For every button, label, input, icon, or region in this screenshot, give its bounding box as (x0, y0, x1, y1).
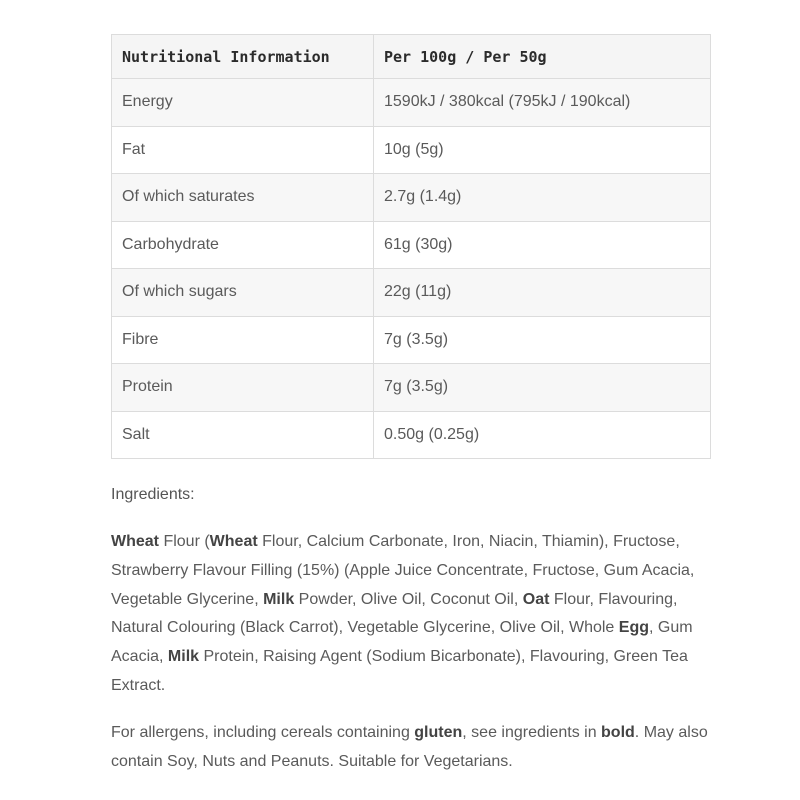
nutrient-value: 7g (3.5g) (374, 364, 711, 412)
ingredient-text: Flour ( (159, 533, 210, 550)
ingredient-allergen: Milk (263, 590, 295, 608)
column-header-nutrient: Nutritional Information (112, 35, 374, 79)
nutrient-value: 1590kJ / 380kcal (795kJ / 190kcal) (374, 79, 711, 127)
allergen-keyword: gluten (414, 723, 463, 741)
table-header-row (112, 35, 711, 79)
product-info (111, 34, 711, 776)
allergen-text: . May also contain Soy, Nuts and Peanuts. Suitable for Vegetarians. (111, 723, 708, 770)
nutrient-value: 10g (5g) (374, 126, 711, 174)
table-row (112, 174, 711, 222)
column-header-amount: Per 100g / Per 50g (374, 35, 711, 79)
nutrient-name: Energy (112, 79, 374, 127)
nutrient-name: Of which saturates (112, 174, 374, 222)
table-row (112, 126, 711, 174)
nutrient-name: Carbohydrate (112, 221, 374, 269)
nutrient-name: Fat (112, 126, 374, 174)
nutrient-name: Of which sugars (112, 269, 374, 317)
allergen-keyword: bold (601, 723, 635, 741)
nutrient-value: 22g (11g) (374, 269, 711, 317)
table-row (112, 79, 711, 127)
nutrient-value: 61g (30g) (374, 221, 711, 269)
ingredients-heading: Ingredients: (111, 486, 195, 503)
ingredient-allergen: Wheat (209, 533, 258, 550)
nutrient-value: 0.50g (0.25g) (374, 411, 711, 459)
ingredient-allergen: Milk (167, 648, 200, 666)
allergen-text: , see ingredients in (462, 723, 602, 741)
ingredient-allergen: Wheat (111, 533, 159, 550)
ingredient-text: Powder, Olive Oil, Coconut Oil, (294, 590, 523, 608)
table-row (112, 364, 711, 412)
ingredient-allergen: Oat (522, 590, 550, 608)
ingredient-text: Flour, Calcium Carbonate, Iron, Niacin, Thiamin), Fructose, Strawberry Flavour Filling (15%) (Apple Juice Concentrate, Fructose, Gum Acacia, Vegetable Glycerine, (111, 533, 695, 608)
ingredient-text: Protein, Raising Agent (Sodium Bicarbonate), Flavouring, Green Tea Extract. (111, 648, 688, 694)
ingredient-text: , Gum Acacia, (111, 619, 693, 666)
table-row (112, 269, 711, 317)
table-row (112, 316, 711, 364)
allergen-advice (111, 719, 709, 777)
nutrient-name: Salt (112, 411, 374, 459)
ingredient-text: Flour, Flavouring, Natural Colouring (Black Carrot), Vegetable Glycerine, Olive Oil, Whole (111, 590, 678, 637)
nutrient-value: 7g (3.5g) (374, 316, 711, 364)
ingredient-allergen: Egg (618, 619, 649, 637)
nutrient-value: 2.7g (1.4g) (374, 174, 711, 222)
ingredients-list (111, 528, 709, 701)
allergen-text: For allergens, including cereals containing (111, 723, 415, 741)
nutrient-name: Fibre (112, 316, 374, 364)
nutrition-table (111, 34, 711, 459)
nutrient-name: Protein (112, 364, 374, 412)
table-row (112, 411, 711, 459)
table-row (112, 221, 711, 269)
